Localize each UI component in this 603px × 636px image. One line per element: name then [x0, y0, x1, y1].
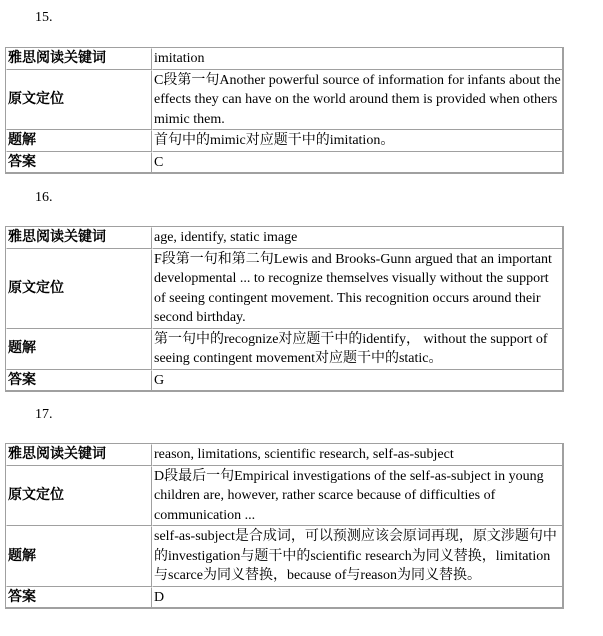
explanation-value: 第一句中的recognize对应题干中的identify， without the support of seeing contingent movement对应题干中的static。 — [152, 329, 562, 370]
question-table — [5, 47, 564, 174]
keywords-label: 雅思阅读关键词 — [6, 48, 152, 70]
keywords-label: 雅思阅读关键词 — [6, 444, 152, 466]
question-number: 16. — [35, 190, 53, 205]
location-label: 原文定位 — [6, 466, 152, 527]
explanation-value: 首句中的mimic对应题干中的imitation。 — [152, 130, 562, 152]
table-row-explanation — [6, 526, 562, 587]
table-row-location — [6, 70, 562, 131]
location-label: 原文定位 — [6, 70, 152, 131]
table-row-keywords — [6, 48, 562, 70]
table-row-location — [6, 466, 562, 527]
answer-value: C — [152, 152, 562, 173]
keywords-value: age, identify, static image — [152, 227, 562, 249]
question-number: 15. — [35, 10, 53, 25]
answer-value: G — [152, 370, 562, 391]
table-row-answer — [6, 587, 562, 608]
table-row-keywords — [6, 444, 562, 466]
keywords-value: imitation — [152, 48, 562, 70]
keywords-value: reason, limitations, scientific research, self-as-subject — [152, 444, 562, 466]
question-number: 17. — [35, 407, 53, 422]
explanation-value: self-as-subject是合成词，可以预测应该会原词再现，原文涉题句中的investigation与题干中的scientific research为同义替换，limitation与scarce为同义替换，because of与reason为同义替换。 — [152, 526, 562, 587]
explanation-label: 题解 — [6, 329, 152, 370]
table-row-explanation — [6, 130, 562, 152]
explanation-label: 题解 — [6, 526, 152, 587]
location-value: C段第一句Another powerful source of information for infants about the effects they can have on the world around them is provided when others mimic them. — [152, 70, 562, 131]
answer-label: 答案 — [6, 152, 152, 173]
keywords-label: 雅思阅读关键词 — [6, 227, 152, 249]
location-label: 原文定位 — [6, 249, 152, 329]
table-row-keywords — [6, 227, 562, 249]
answer-value: D — [152, 587, 562, 608]
table-row-answer — [6, 370, 562, 391]
question-table — [5, 443, 564, 609]
table-row-explanation — [6, 329, 562, 370]
answer-label: 答案 — [6, 587, 152, 608]
question-table — [5, 226, 564, 392]
explanation-label: 题解 — [6, 130, 152, 152]
table-row-location — [6, 249, 562, 329]
table-row-answer — [6, 152, 562, 173]
answer-label: 答案 — [6, 370, 152, 391]
location-value: F段第一句和第二句Lewis and Brooks-Gunn argued that an important developmental ... to recognize themselves visually without the support of seeing contingent movement. This recognition occurs around their second birthday. — [152, 249, 562, 329]
location-value: D段最后一句Empirical investigations of the self-as-subject in young children are, however, rather scarce because of difficulties of communication ... — [152, 466, 562, 527]
